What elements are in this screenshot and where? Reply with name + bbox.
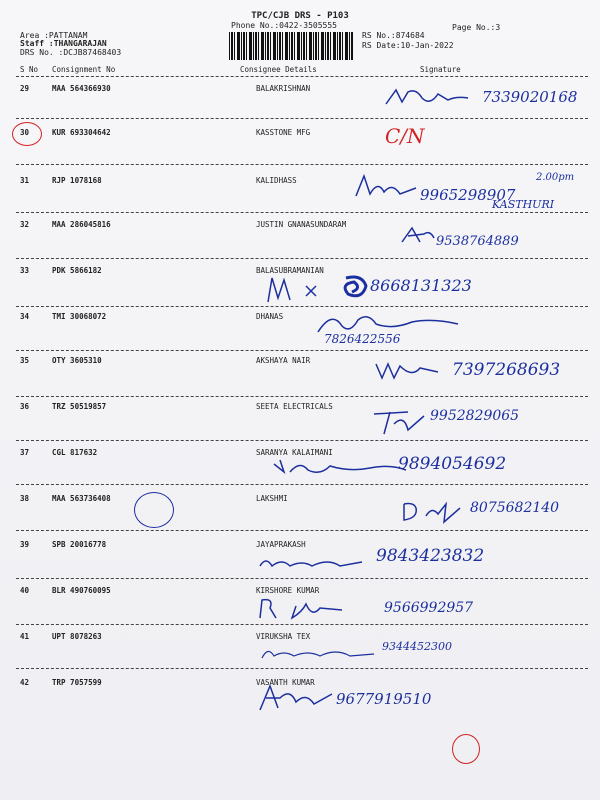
column-header-signature: Signature bbox=[420, 65, 461, 74]
handwritten-signature bbox=[256, 552, 366, 572]
column-header-consignee: Consignee Details bbox=[240, 65, 317, 74]
row-divider bbox=[16, 258, 588, 259]
signature-phone: 9843423832 bbox=[376, 546, 485, 566]
rs-number: RS No.:874684 bbox=[362, 31, 425, 40]
row-sno: 30 bbox=[20, 128, 30, 137]
row-consignee: KIRSHORE KUMAR bbox=[256, 586, 320, 595]
handwritten-signature bbox=[256, 596, 346, 622]
rs-date: RS Date:10-Jan-2022 bbox=[362, 41, 454, 50]
handwritten-signature bbox=[398, 224, 438, 246]
row-divider bbox=[16, 624, 588, 625]
row-consignee: BALASUBRAMANIAN bbox=[256, 266, 324, 275]
signature-phone: 9344452300 bbox=[382, 640, 452, 653]
signature-phone: 9566992957 bbox=[384, 600, 474, 616]
row-divider bbox=[16, 306, 588, 307]
row-consignee: KASSTONE MFG bbox=[256, 128, 311, 137]
handwritten-signature bbox=[372, 358, 442, 382]
row-sno: 31 bbox=[20, 176, 30, 185]
row-consignee: AKSHAYA NAIR bbox=[256, 356, 311, 365]
handwritten-signature bbox=[400, 498, 464, 524]
row-consignee: VIRUKSHA TEX bbox=[256, 632, 311, 641]
row-divider bbox=[16, 484, 588, 485]
drs-number: DRS No. :DCJB87468403 bbox=[20, 48, 122, 57]
red-circle-mark bbox=[452, 734, 480, 764]
row-sno: 38 bbox=[20, 494, 30, 503]
handwritten-signature bbox=[352, 174, 422, 200]
row-sno: 41 bbox=[20, 632, 30, 641]
row-sno: 29 bbox=[20, 84, 30, 93]
blue-circle-mark bbox=[134, 492, 174, 528]
row-sno: 32 bbox=[20, 220, 30, 229]
signature-phone: 7397268693 bbox=[452, 360, 561, 380]
signature-phone: 9952829065 bbox=[430, 408, 520, 424]
area-label: Area :PATTANAM bbox=[20, 31, 88, 40]
row-divider bbox=[16, 668, 588, 669]
row-divider bbox=[16, 396, 588, 397]
row-consignee: DHANAS bbox=[256, 312, 284, 321]
row-consignee: VASANTH KUMAR bbox=[256, 678, 315, 687]
row-sno: 34 bbox=[20, 312, 30, 321]
handwritten-signature bbox=[382, 86, 472, 108]
row-consignee: JAYAPRAKASH bbox=[256, 540, 306, 549]
row-consignment: MAA 563736408 bbox=[52, 494, 111, 503]
row-sno: 36 bbox=[20, 402, 30, 411]
signature-phone: 9677919510 bbox=[336, 690, 432, 708]
row-consignee: SEETA ELECTRICALS bbox=[256, 402, 333, 411]
row-sno: 35 bbox=[20, 356, 30, 365]
table-row bbox=[0, 674, 600, 730]
row-consignee: SARANYA KALAIMANI bbox=[256, 448, 333, 457]
row-consignment: TRZ 50519857 bbox=[52, 402, 107, 411]
row-sno: 39 bbox=[20, 540, 30, 549]
header-divider bbox=[16, 76, 588, 77]
row-consignee: JUSTIN GNANASUNDARAM bbox=[256, 220, 347, 229]
signature-time: 2.00pm bbox=[536, 172, 575, 183]
handwritten-signature bbox=[256, 682, 336, 714]
row-consignment: MAA 564366930 bbox=[52, 84, 111, 93]
signature-receiver-name: KASTHURI bbox=[492, 198, 555, 211]
row-divider bbox=[16, 350, 588, 351]
signature-phone: 8075682140 bbox=[470, 500, 560, 516]
row-divider bbox=[16, 164, 588, 165]
signature-remark: C/N bbox=[385, 124, 425, 148]
signature-phone: 9965298907 bbox=[420, 186, 516, 204]
row-consignment: UPT 8078263 bbox=[52, 632, 102, 641]
row-consignee: BALAKRISHNAN bbox=[256, 84, 311, 93]
column-header-sno: S No bbox=[20, 65, 39, 74]
page-number: Page No.:3 bbox=[452, 23, 501, 32]
handwritten-signature bbox=[368, 406, 428, 436]
column-header-consignment: Consignment No bbox=[52, 65, 116, 74]
signature-phone: 9894054692 bbox=[398, 454, 507, 474]
row-consignment: MAA 286045816 bbox=[52, 220, 111, 229]
handwritten-signature bbox=[270, 458, 410, 478]
row-consignment: PDK 5866182 bbox=[52, 266, 102, 275]
row-divider bbox=[16, 118, 588, 119]
handwritten-signature bbox=[262, 272, 382, 306]
signature-phone: 9538764889 bbox=[436, 234, 519, 249]
row-consignment: TMI 30068072 bbox=[52, 312, 107, 321]
row-consignment: KUR 693304642 bbox=[52, 128, 111, 137]
row-consignment: BLR 490760095 bbox=[52, 586, 111, 595]
row-divider bbox=[16, 530, 588, 531]
document-title: TPC/CJB DRS - P103 bbox=[251, 11, 349, 21]
row-consignment: SPB 20016778 bbox=[52, 540, 107, 549]
handwritten-signature bbox=[258, 644, 378, 664]
row-sno: 40 bbox=[20, 586, 30, 595]
row-sno: 33 bbox=[20, 266, 30, 275]
signature-phone: 7339020168 bbox=[482, 88, 578, 106]
phone-number: Phone No.:0422-3505555 bbox=[231, 21, 337, 30]
row-divider bbox=[16, 440, 588, 441]
row-divider bbox=[16, 212, 588, 213]
row-consignee: KALIDHASS bbox=[256, 176, 297, 185]
barcode bbox=[229, 32, 354, 60]
row-sno: 42 bbox=[20, 678, 30, 687]
staff-label: Staff :THANGARAJAN bbox=[20, 39, 107, 48]
row-consignee: LAKSHMI bbox=[256, 494, 288, 503]
row-sno: 37 bbox=[20, 448, 30, 457]
signature-phone: 8668131323 bbox=[370, 276, 472, 295]
signature-phone: 7826422556 bbox=[324, 332, 401, 346]
row-consignment: CGL 817632 bbox=[52, 448, 98, 457]
row-consignment: OTY 3605310 bbox=[52, 356, 102, 365]
row-divider bbox=[16, 578, 588, 579]
row-consignment: TRP 7057599 bbox=[52, 678, 102, 687]
row-consignment: RJP 1078168 bbox=[52, 176, 102, 185]
red-circle-mark bbox=[12, 122, 42, 146]
